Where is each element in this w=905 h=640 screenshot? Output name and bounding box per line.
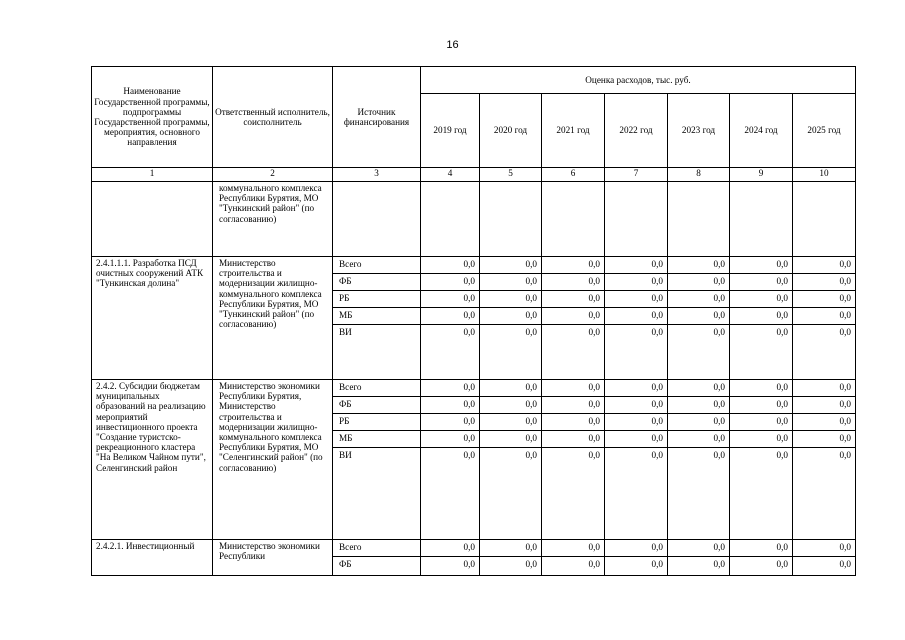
header-year: 2024 год xyxy=(730,94,793,168)
value-cell: 0,0 xyxy=(668,397,729,414)
row-executor: Министерство строительства и модернизации жилищно-коммунального комплекса Республики Бурятия, МО "Тункинский район" (по согласованию) xyxy=(213,257,333,380)
value-cell: 0,0 xyxy=(839,450,851,460)
row-sources xyxy=(333,182,421,257)
header-year: 2025 год xyxy=(793,94,856,168)
value-cell: 0,0 xyxy=(542,431,604,448)
value-cell: 0,0 xyxy=(525,450,537,460)
column-number: 3 xyxy=(333,168,421,182)
column-number: 8 xyxy=(668,168,730,182)
column-number: 2 xyxy=(213,168,333,182)
column-number: 5 xyxy=(480,168,542,182)
value-cell: 0,0 xyxy=(480,257,541,274)
value-cell: 0,0 xyxy=(480,540,541,557)
value-cell: 0,0 xyxy=(730,257,792,274)
table-row xyxy=(92,380,856,540)
year-values xyxy=(730,182,793,257)
value-cell: 0,0 xyxy=(793,540,855,557)
value-cell: 0,0 xyxy=(542,540,604,557)
value-cell: 0,0 xyxy=(713,327,725,337)
year-values xyxy=(668,182,730,257)
year-values xyxy=(668,257,730,380)
year-values xyxy=(668,380,730,540)
header-year: 2021 год xyxy=(542,94,605,168)
value-cell: 0,0 xyxy=(793,431,855,448)
funding-source: Всего xyxy=(333,257,420,274)
table-row xyxy=(92,540,856,576)
budget-table xyxy=(91,66,856,576)
value-cell: 0,0 xyxy=(605,540,667,557)
value-cell: 0,0 xyxy=(730,397,792,414)
year-values xyxy=(793,257,856,380)
table-row xyxy=(92,257,856,380)
value-cell: 0,0 xyxy=(793,257,855,274)
funding-source: МБ xyxy=(333,308,420,325)
year-values xyxy=(668,540,730,576)
column-number: 9 xyxy=(730,168,793,182)
row-executor: коммунального комплекса Республики Бурятия, МО "Тункинский район" (по согласованию) xyxy=(213,182,333,257)
row-name: 2.4.2.1. Инвестиционный xyxy=(92,540,213,576)
funding-source: РБ xyxy=(333,414,420,431)
value-cell: 0,0 xyxy=(776,450,788,460)
value-cell: 0,0 xyxy=(713,559,725,569)
year-values xyxy=(605,182,668,257)
value-cell: 0,0 xyxy=(480,431,541,448)
value-cell: 0,0 xyxy=(605,308,667,325)
value-cell: 0,0 xyxy=(793,308,855,325)
value-cell: 0,0 xyxy=(463,559,475,569)
funding-source: ВИ xyxy=(339,450,352,460)
value-cell: 0,0 xyxy=(776,327,788,337)
value-cell: 0,0 xyxy=(730,308,792,325)
column-number: 4 xyxy=(421,168,480,182)
value-cell: 0,0 xyxy=(525,559,537,569)
column-number: 7 xyxy=(605,168,668,182)
value-cell: 0,0 xyxy=(542,380,604,397)
funding-source: ФБ xyxy=(333,397,420,414)
value-cell: 0,0 xyxy=(651,559,663,569)
year-values xyxy=(480,540,542,576)
year-values xyxy=(542,182,605,257)
value-cell: 0,0 xyxy=(793,397,855,414)
year-values xyxy=(542,257,605,380)
year-values xyxy=(421,380,480,540)
value-cell: 0,0 xyxy=(668,257,729,274)
funding-source: ВИ xyxy=(339,327,352,337)
year-values xyxy=(542,380,605,540)
value-cell: 0,0 xyxy=(776,559,788,569)
value-cell: 0,0 xyxy=(793,380,855,397)
value-cell: 0,0 xyxy=(605,257,667,274)
year-values xyxy=(793,380,856,540)
year-values xyxy=(480,380,542,540)
value-cell: 0,0 xyxy=(605,414,667,431)
header-source: Источник финансирования xyxy=(333,67,421,168)
header-year: 2020 год xyxy=(480,94,542,168)
year-values xyxy=(730,380,793,540)
value-cell: 0,0 xyxy=(730,380,792,397)
value-cell: 0,0 xyxy=(480,274,541,291)
value-cell: 0,0 xyxy=(668,274,729,291)
year-values xyxy=(730,257,793,380)
value-cell: 0,0 xyxy=(480,380,541,397)
value-cell: 0,0 xyxy=(730,291,792,308)
column-number: 10 xyxy=(793,168,856,182)
value-cell: 0,0 xyxy=(605,274,667,291)
value-cell: 0,0 xyxy=(542,257,604,274)
year-values xyxy=(421,540,480,576)
row-sources xyxy=(333,540,421,576)
value-cell: 0,0 xyxy=(525,327,537,337)
year-values xyxy=(793,540,856,576)
value-cell: 0,0 xyxy=(668,431,729,448)
row-name: 2.4.1.1.1. Разработка ПСД очистных сооружений АТК "Тункинская долина" xyxy=(92,257,213,380)
row-sources xyxy=(333,380,421,540)
year-values xyxy=(480,257,542,380)
value-cell: 0,0 xyxy=(421,397,479,414)
value-cell: 0,0 xyxy=(730,540,792,557)
value-cell: 0,0 xyxy=(542,414,604,431)
value-cell: 0,0 xyxy=(668,291,729,308)
value-cell: 0,0 xyxy=(542,291,604,308)
header-name: Наименование Государственной программы, подпрограммы Государственной программы, мероприятия, основного направления xyxy=(92,67,213,168)
value-cell: 0,0 xyxy=(793,414,855,431)
value-cell: 0,0 xyxy=(421,431,479,448)
table-row xyxy=(92,182,856,257)
column-number: 6 xyxy=(542,168,605,182)
value-cell: 0,0 xyxy=(480,397,541,414)
value-cell: 0,0 xyxy=(421,308,479,325)
value-cell: 0,0 xyxy=(542,397,604,414)
value-cell: 0,0 xyxy=(480,414,541,431)
row-executor: Министерство экономики Республики xyxy=(213,540,333,576)
value-cell: 0,0 xyxy=(542,308,604,325)
value-cell: 0,0 xyxy=(588,450,600,460)
funding-source: РБ xyxy=(333,291,420,308)
value-cell: 0,0 xyxy=(421,257,479,274)
value-cell: 0,0 xyxy=(542,274,604,291)
year-values xyxy=(730,540,793,576)
value-cell: 0,0 xyxy=(668,308,729,325)
value-cell: 0,0 xyxy=(421,414,479,431)
value-cell: 0,0 xyxy=(668,540,729,557)
year-values xyxy=(421,257,480,380)
year-values xyxy=(480,182,542,257)
row-executor: Министерство экономики Республики Бурятия, Министерство строительства и модернизации жилищно-коммунального комплекса Республики Бурятия, МО "Селенгинский район" (по согласованию) xyxy=(213,380,333,540)
value-cell: 0,0 xyxy=(605,380,667,397)
row-sources xyxy=(333,257,421,380)
header-year: 2022 год xyxy=(605,94,668,168)
value-cell: 0,0 xyxy=(668,380,729,397)
header-year: 2023 год xyxy=(668,94,730,168)
column-number: 1 xyxy=(92,168,213,182)
page-number: 16 xyxy=(446,39,459,51)
header-year: 2019 год xyxy=(421,94,480,168)
value-cell: 0,0 xyxy=(421,291,479,308)
value-cell: 0,0 xyxy=(730,431,792,448)
value-cell: 0,0 xyxy=(588,559,600,569)
funding-source: ФБ xyxy=(339,559,352,569)
value-cell: 0,0 xyxy=(480,291,541,308)
value-cell: 0,0 xyxy=(480,308,541,325)
value-cell: 0,0 xyxy=(651,450,663,460)
year-values xyxy=(542,540,605,576)
year-values xyxy=(793,182,856,257)
value-cell: 0,0 xyxy=(421,540,479,557)
row-name xyxy=(92,182,213,257)
year-values xyxy=(421,182,480,257)
year-values xyxy=(605,257,668,380)
row-name: 2.4.2. Субсидии бюджетам муниципальных образований на реализацию мероприятий инвестиционного проекта "Создание туристско-рекреационного кластера "На Великом Чайном пути", Селенгинский район xyxy=(92,380,213,540)
value-cell: 0,0 xyxy=(839,559,851,569)
value-cell: 0,0 xyxy=(605,431,667,448)
header-executor: Ответственный исполнитель, соисполнитель xyxy=(213,67,333,168)
value-cell: 0,0 xyxy=(651,327,663,337)
value-cell: 0,0 xyxy=(605,291,667,308)
value-cell: 0,0 xyxy=(730,414,792,431)
year-values xyxy=(605,540,668,576)
value-cell: 0,0 xyxy=(421,380,479,397)
value-cell: 0,0 xyxy=(713,450,725,460)
year-values xyxy=(605,380,668,540)
value-cell: 0,0 xyxy=(463,327,475,337)
value-cell: 0,0 xyxy=(668,414,729,431)
funding-source: Всего xyxy=(333,540,420,557)
value-cell: 0,0 xyxy=(588,327,600,337)
header-costs: Оценка расходов, тыс. руб. xyxy=(421,67,856,94)
value-cell: 0,0 xyxy=(839,327,851,337)
funding-source: МБ xyxy=(333,431,420,448)
value-cell: 0,0 xyxy=(730,274,792,291)
value-cell: 0,0 xyxy=(793,291,855,308)
value-cell: 0,0 xyxy=(463,450,475,460)
funding-source: ФБ xyxy=(333,274,420,291)
funding-source: Всего xyxy=(333,380,420,397)
value-cell: 0,0 xyxy=(421,274,479,291)
value-cell: 0,0 xyxy=(605,397,667,414)
value-cell: 0,0 xyxy=(793,274,855,291)
